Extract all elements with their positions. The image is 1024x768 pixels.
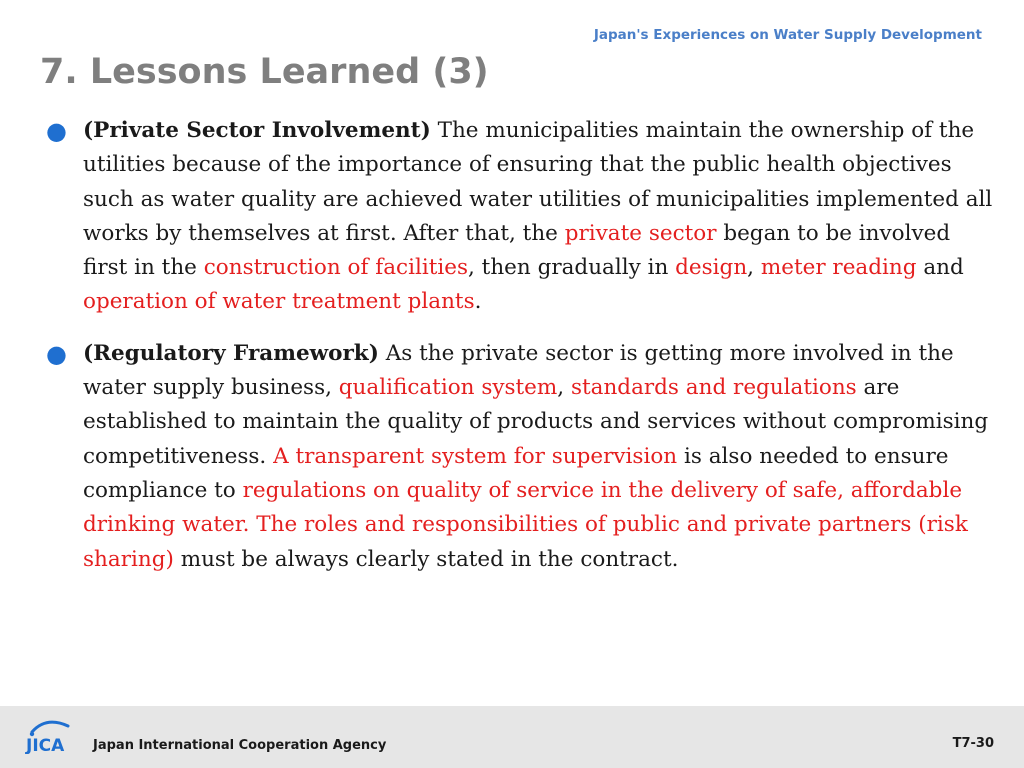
bullet-text: , [557,375,571,401]
bullet-list [40,114,995,594]
bullet-lead: (Private Sector Involvement) [83,118,431,143]
bullet-text: , then gradually in [468,255,676,281]
highlight-text: A transparent system for supervision [273,443,678,469]
header-title: Japan's Experiences on Water Supply Development [593,27,982,43]
bullet-regulatory-framework [40,337,995,577]
highlight-text: standards and regulations [570,375,857,401]
highlight-text: qualification system [338,375,558,401]
highlight-text: operation of water treatment plants [83,289,475,315]
bullet-text: . [474,289,482,315]
bullet-text: The municipalities maintain the ownership of the utilities because of the importance of ensuring that the public health objectives such as water quality are achieved water utilities of municipalities implemented all works by themselves at first. After that, the [83,118,993,246]
highlight-text: private sector [564,220,717,246]
slide-title: 7. Lessons Learned (3) [40,52,489,92]
footer [0,706,1024,768]
highlight-text: meter reading [760,255,917,281]
bullet-text: began to be involved first in the [83,220,951,281]
highlight-text: design [675,255,748,281]
bullet-text: is also needed to ensure compliance to [83,443,949,503]
bullet-text: must be always clearly stated in the contract. [173,546,679,572]
bullet-lead: (Regulatory Framework) [83,340,379,366]
bullet-text: , [747,255,761,281]
highlight-text: regulations on quality of service in the delivery of safe, affordable drinking water. The roles and responsibilities of public and private partners (risk sharing) [83,477,968,572]
bullet-text: are established to maintain the quality of products and services without compromising competitiveness. [83,375,989,469]
bullet-text: and [916,255,964,281]
jica-logo-text: JICA [26,736,65,754]
bullet-private-sector [40,114,995,320]
page-number: T7-30 [952,736,994,751]
bullet-dot-icon: ● [46,339,67,368]
jica-logo [24,718,76,754]
footer-agency: Japan International Cooperation Agency [93,738,387,753]
bullet-text: As the private sector is getting more involved in the water supply business, [83,340,954,401]
highlight-text: construction of facilities [203,255,469,281]
bullet-dot-icon: ● [46,117,67,145]
